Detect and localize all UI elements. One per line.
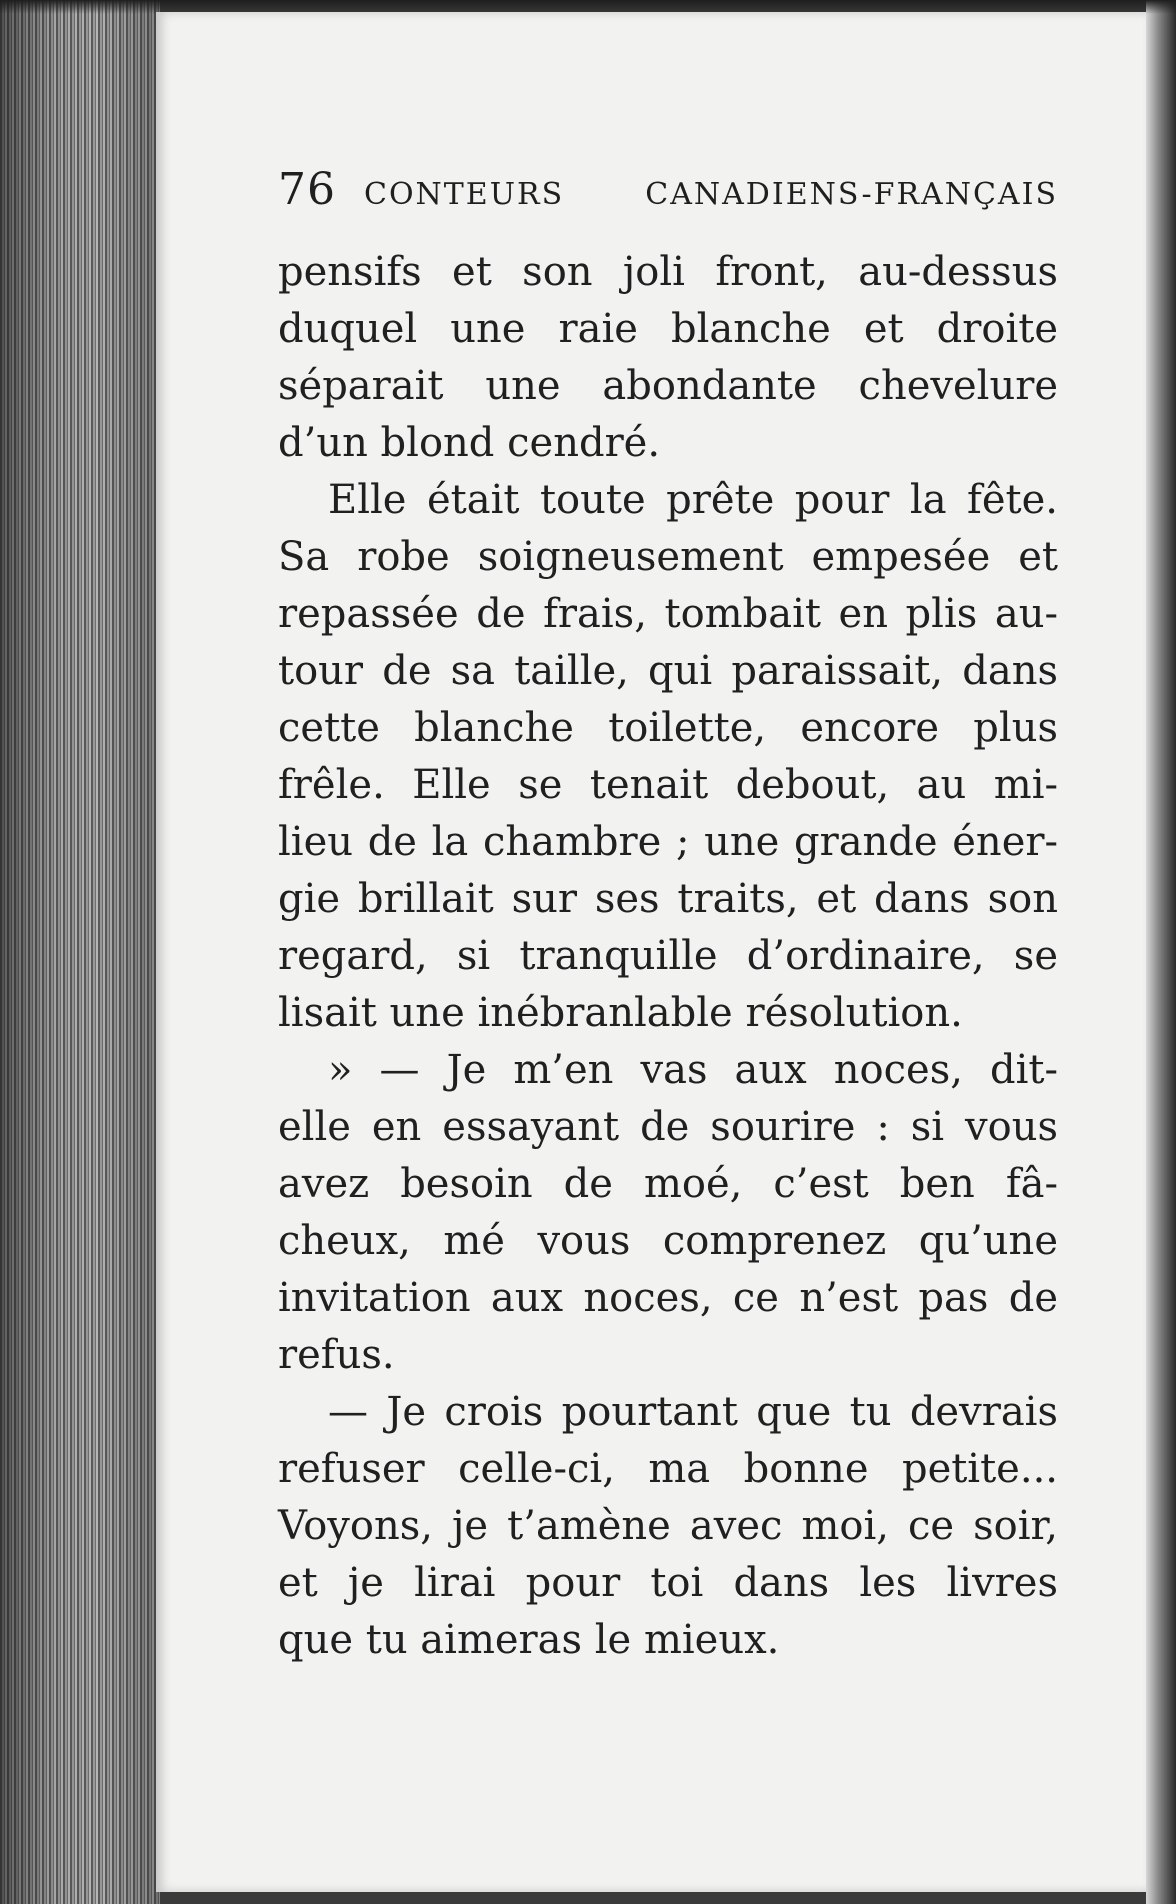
text-line: regard, si tranquille d’ordinaire, se — [278, 933, 1058, 979]
body-text — [278, 244, 1058, 1669]
running-title: CONTEURS CANADIENS-FRANÇAIS — [364, 177, 1058, 212]
text-line: repassée de frais, tombait en plis au- — [278, 591, 1058, 637]
running-head — [278, 164, 1058, 215]
text-line: refus. — [278, 1332, 395, 1378]
text-line: cheux, mé vous comprenez qu’une — [278, 1218, 1058, 1264]
text-line: que tu aimeras le mieux. — [278, 1617, 780, 1663]
book-page — [156, 12, 1146, 1892]
text-line: d’un blond cendré. — [278, 420, 661, 466]
text-line: invitation aux noces, ce n’est pas de — [278, 1275, 1058, 1321]
text-line: et je lirai pour toi dans les livres — [278, 1560, 1058, 1606]
text-line: séparait une abondante chevelure — [278, 363, 1058, 409]
text-line: » — Je m’en vas aux noces, dit- — [328, 1047, 1058, 1093]
text-line: cette blanche toilette, encore plus — [278, 705, 1058, 751]
text-line: — Je crois pourtant que tu devrais — [328, 1389, 1058, 1435]
text-line: duquel une raie blanche et droite — [278, 306, 1058, 352]
text-line: lieu de la chambre ; une grande éner- — [278, 819, 1058, 865]
text-line: refuser celle-ci, ma bonne petite... — [278, 1446, 1058, 1492]
text-line: lisait une inébranlable résolution. — [278, 990, 963, 1036]
text-line: Voyons, je t’amène avec moi, ce soir, — [278, 1503, 1058, 1549]
text-line: pensifs et son joli front, au-dessus — [278, 249, 1058, 295]
text-line: frêle. Elle se tenait debout, au mi- — [278, 762, 1058, 808]
book-right-edge — [1146, 0, 1176, 1904]
text-line: Elle était toute prête pour la fête. — [328, 477, 1058, 523]
text-line: tour de sa taille, qui paraissait, dans — [278, 648, 1058, 694]
text-line: avez besoin de moé, c’est ben fâ- — [278, 1161, 1058, 1207]
text-line: gie brillait sur ses traits, et dans son — [278, 876, 1058, 922]
page-number: 76 — [278, 164, 336, 215]
text-line: elle en essayant de sourire : si vous — [278, 1104, 1058, 1150]
text-line: Sa robe soigneusement empesée et — [278, 534, 1058, 580]
book-page-edges — [0, 0, 160, 1904]
